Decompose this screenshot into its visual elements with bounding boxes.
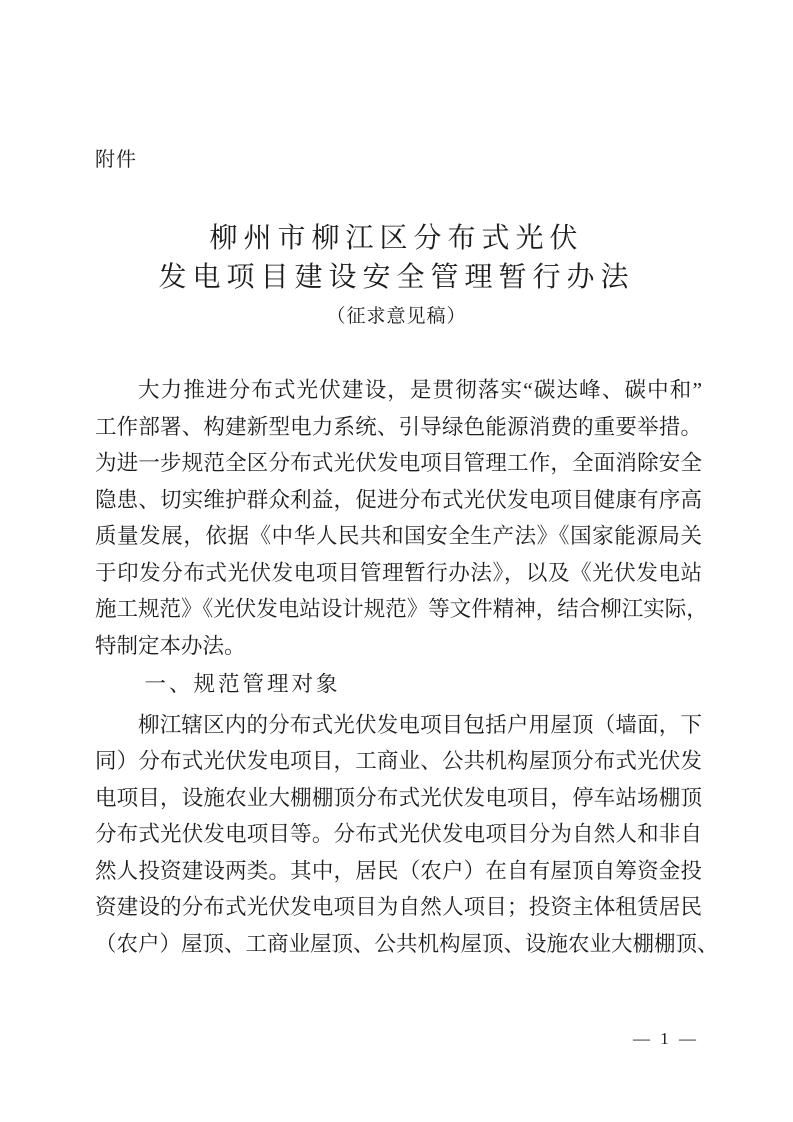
body-line: 资建设的分布式光伏发电项目为自然人项目；投资主体租赁居民: [95, 895, 702, 919]
body-line: 分布式光伏发电项目等。分布式光伏发电项目分为自然人和非自: [95, 822, 702, 846]
body-line: 隐患、切实维护群众利益，促进分布式光伏发电项目健康有序高: [95, 487, 702, 512]
body-line: 特制定本办法。: [95, 633, 246, 658]
attachment-label: 附件: [95, 149, 137, 171]
body-line: （农户）屋顶、工商业屋顶、公共机构屋顶、设施农业大棚棚顶、: [95, 931, 719, 956]
body-line: 大力推进分布式光伏建设，是贯彻落实“碳达峰、碳中和”: [138, 378, 702, 402]
document-title-line1: 柳州市柳江区分布式光伏: [209, 223, 584, 254]
body-line: 工作部署、构建新型电力系统、引导绿色能源消费的重要举措。: [95, 414, 702, 439]
body-line: 电项目，设施农业大棚棚顶分布式光伏发电项目，停车站场棚顶: [95, 785, 702, 810]
document-title-line2: 发电项目建设安全管理暂行办法: [158, 262, 635, 293]
body-line: 同）分布式光伏发电项目，工商业、公共机构屋顶分布式光伏发: [95, 749, 702, 773]
body-line: 然人投资建设两类。其中，居民（农户）在自有屋顶自筹资金投: [95, 858, 702, 883]
section-heading-1: 一、规范管理对象: [144, 672, 341, 696]
body-line: 于印发分布式光伏发电项目管理暂行办法》，以及《光伏发电站: [95, 560, 702, 585]
document-subtitle: （征求意见稿）: [326, 306, 467, 327]
document-body: [95, 372, 719, 962]
body-line: 施工规范》《光伏发电站设计规范》等文件精神，结合柳江实际，: [95, 597, 708, 621]
body-line: 为进一步规范全区分布式光伏发电项目管理工作，全面消除安全: [95, 451, 702, 475]
body-line: 柳江辖区内的分布式光伏发电项目包括户用屋顶（墙面，下: [138, 712, 702, 737]
page-number: — 1 —: [633, 1029, 699, 1048]
body-line: 质量发展，依据《中华人民共和国安全生产法》《国家能源局关: [95, 524, 702, 548]
